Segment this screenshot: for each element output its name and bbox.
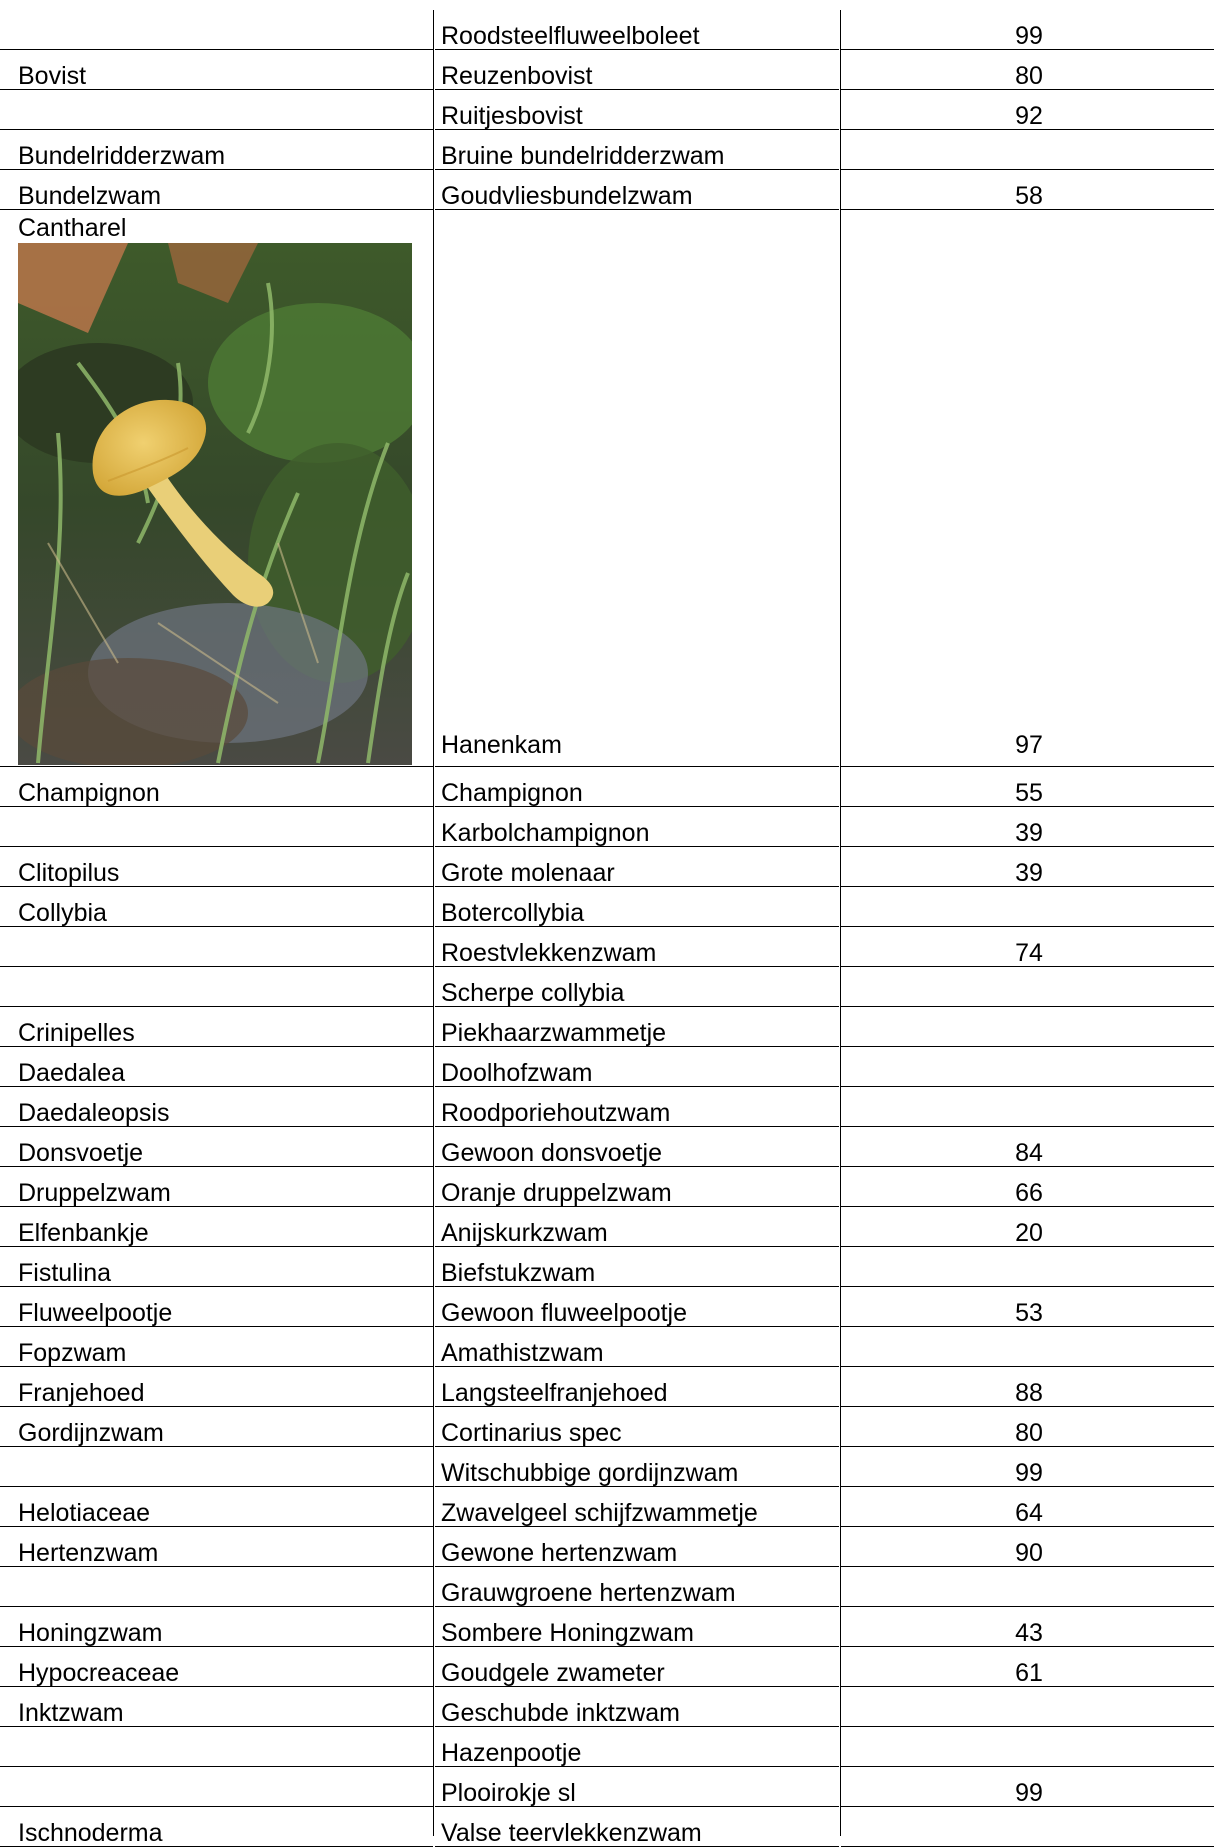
species-cell: Botercollybia [435,888,839,927]
table-row [0,1528,1214,1568]
genus-cell: Champignon [0,768,433,807]
value-cell [841,1448,1214,1487]
value-label: 39 [1015,819,1043,847]
value-cell [841,1488,1214,1527]
value-label: 90 [1015,1539,1043,1567]
genus-cell: Clitopilus [0,848,433,887]
value-label: 74 [1015,939,1043,967]
value-cell [841,888,1214,927]
value-label: 64 [1015,1499,1043,1527]
value-cell [841,211,1214,767]
table-row [0,1328,1214,1368]
genus-cell [0,91,433,130]
value-cell [841,1048,1214,1087]
value-label: 80 [1015,62,1043,90]
table-row [0,1128,1214,1168]
species-cell: Roodporiehoutzwam [435,1088,839,1127]
value-cell [841,1408,1214,1447]
species-cell: Plooirokje sl [435,1768,839,1807]
genus-cell: Elfenbankje [0,1208,433,1247]
table-row [0,131,1214,171]
value-label: 99 [1015,1459,1043,1487]
table-row [0,1448,1214,1488]
genus-cell [0,928,433,967]
table-row [0,1208,1214,1248]
genus-cell: Hertenzwam [0,1528,433,1567]
value-cell [841,1568,1214,1607]
value-cell [841,1288,1214,1327]
genus-cell: Druppelzwam [0,1168,433,1207]
species-cell: Anijskurkzwam [435,1208,839,1247]
table-row [0,1048,1214,1088]
value-cell [841,1328,1214,1367]
value-label: 99 [1015,1779,1043,1807]
value-cell [841,51,1214,90]
value-label: 80 [1015,1419,1043,1447]
table-row [0,91,1214,131]
species-cell: Hazenpootje [435,1728,839,1767]
genus-cell: Franjehoed [0,1368,433,1407]
species-cell: Geschubde inktzwam [435,1688,839,1727]
genus-cell: Fluweelpootje [0,1288,433,1327]
value-label: 53 [1015,1299,1043,1327]
genus-cell [0,1728,433,1767]
table-row [0,1648,1214,1688]
genus-cell: Bundelzwam [0,171,433,210]
value-cell [841,768,1214,807]
value-label: 92 [1015,102,1043,130]
genus-cell: Honingzwam [0,1608,433,1647]
species-cell: Zwavelgeel schijfzwammetje [435,1488,839,1527]
genus-cell: Fopzwam [0,1328,433,1367]
genus-cell [0,1448,433,1487]
value-cell [841,968,1214,1007]
genus-cell [0,1568,433,1607]
genus-cell [0,968,433,1007]
value-cell [841,1808,1214,1847]
species-cell: Langsteelfranjehoed [435,1368,839,1407]
value-label: 55 [1015,779,1043,807]
value-cell [841,1168,1214,1207]
table-row [0,1168,1214,1208]
species-cell: Biefstukzwam [435,1248,839,1287]
table-row [0,1688,1214,1728]
species-cell: Champignon [435,768,839,807]
value-label: 97 [1015,731,1043,759]
value-cell [841,1688,1214,1727]
value-cell [841,171,1214,210]
value-cell [841,848,1214,887]
table-row [0,51,1214,91]
table-row [0,1608,1214,1648]
genus-cell: Daedaleopsis [0,1088,433,1127]
value-cell [841,1368,1214,1407]
value-label: 20 [1015,1219,1043,1247]
value-cell [841,11,1214,50]
table-row [0,1288,1214,1328]
species-cell: Goudgele zwameter [435,1648,839,1687]
genus-cell: Hypocreaceae [0,1648,433,1687]
genus-cell: Bundelridderzwam [0,131,433,170]
table-row-cantharel [0,211,1214,768]
species-cell: Sombere Honingzwam [435,1608,839,1647]
species-label: Hanenkam [441,731,562,759]
genus-cell: Crinipelles [0,1008,433,1047]
value-label: 61 [1015,1659,1043,1687]
species-cell: Gewone hertenzwam [435,1528,839,1567]
value-cell [841,1768,1214,1807]
genus-cell [0,808,433,847]
value-cell [841,1248,1214,1287]
table-row [0,11,1214,51]
value-label: 66 [1015,1179,1043,1207]
value-cell [841,1728,1214,1767]
species-cell: Gewoon donsvoetje [435,1128,839,1167]
species-cell: Doolhofzwam [435,1048,839,1087]
value-cell [841,131,1214,170]
table-row [0,1248,1214,1288]
table-row [0,968,1214,1008]
value-cell [841,1208,1214,1247]
value-cell [841,808,1214,847]
table-row [0,1088,1214,1128]
species-cell: Witschubbige gordijnzwam [435,1448,839,1487]
species-cell: Oranje druppelzwam [435,1168,839,1207]
genus-cell: Gordijnzwam [0,1408,433,1447]
genus-cell: Fistulina [0,1248,433,1287]
genus-cell: Inktzwam [0,1688,433,1727]
genus-cell: Ischnoderma [0,1808,433,1847]
value-label: 99 [1015,22,1043,50]
table-row [0,928,1214,968]
species-cell: Valse teervlekkenzwam [435,1808,839,1847]
table-row [0,848,1214,888]
species-cell: Piekhaarzwammetje [435,1008,839,1047]
species-cell: Roodsteelfluweelboleet [435,11,839,50]
chanterelle-mushroom-photo [18,243,412,765]
table-row [0,1568,1214,1608]
value-cell [841,928,1214,967]
table-row [0,1768,1214,1808]
table-row [0,1488,1214,1528]
table-row [0,1368,1214,1408]
value-cell [841,1128,1214,1167]
table-row [0,808,1214,848]
value-label: 43 [1015,1619,1043,1647]
genus-cell: Bovist [0,51,433,90]
table-row [0,888,1214,928]
table-row [0,1728,1214,1768]
genus-cell: Daedalea [0,1048,433,1087]
table-row [0,171,1214,211]
value-cell [841,1608,1214,1647]
table-row [0,768,1214,808]
species-cell: Grote molenaar [435,848,839,887]
table-row [0,1808,1214,1848]
species-cell: Scherpe collybia [435,968,839,1007]
value-label: 58 [1015,182,1043,210]
table-row [0,1408,1214,1448]
species-cell: Grauwgroene hertenzwam [435,1568,839,1607]
species-cell: Amathistzwam [435,1328,839,1367]
genus-cell: Donsvoetje [0,1128,433,1167]
species-cell: Cortinarius spec [435,1408,839,1447]
species-cell: Goudvliesbundelzwam [435,171,839,210]
species-cell: Roestvlekkenzwam [435,928,839,967]
value-label: 88 [1015,1379,1043,1407]
value-cell [841,1008,1214,1047]
table-row [0,1008,1214,1048]
value-cell [841,1648,1214,1687]
species-cell: Gewoon fluweelpootje [435,1288,839,1327]
species-cell: Ruitjesbovist [435,91,839,130]
genus-cell [0,1768,433,1807]
value-cell [841,1528,1214,1567]
value-label: 39 [1015,859,1043,887]
value-cell [841,91,1214,130]
genus-cell [0,211,433,767]
species-cell [435,211,839,767]
species-cell: Bruine bundelridderzwam [435,131,839,170]
species-cell: Karbolchampignon [435,808,839,847]
genus-cell: Collybia [0,888,433,927]
genus-cell: Helotiaceae [0,1488,433,1527]
value-cell [841,1088,1214,1127]
genus-cell [0,11,433,50]
species-cell: Reuzenbovist [435,51,839,90]
value-label: 84 [1015,1139,1043,1167]
genus-label: Cantharel [18,214,127,242]
